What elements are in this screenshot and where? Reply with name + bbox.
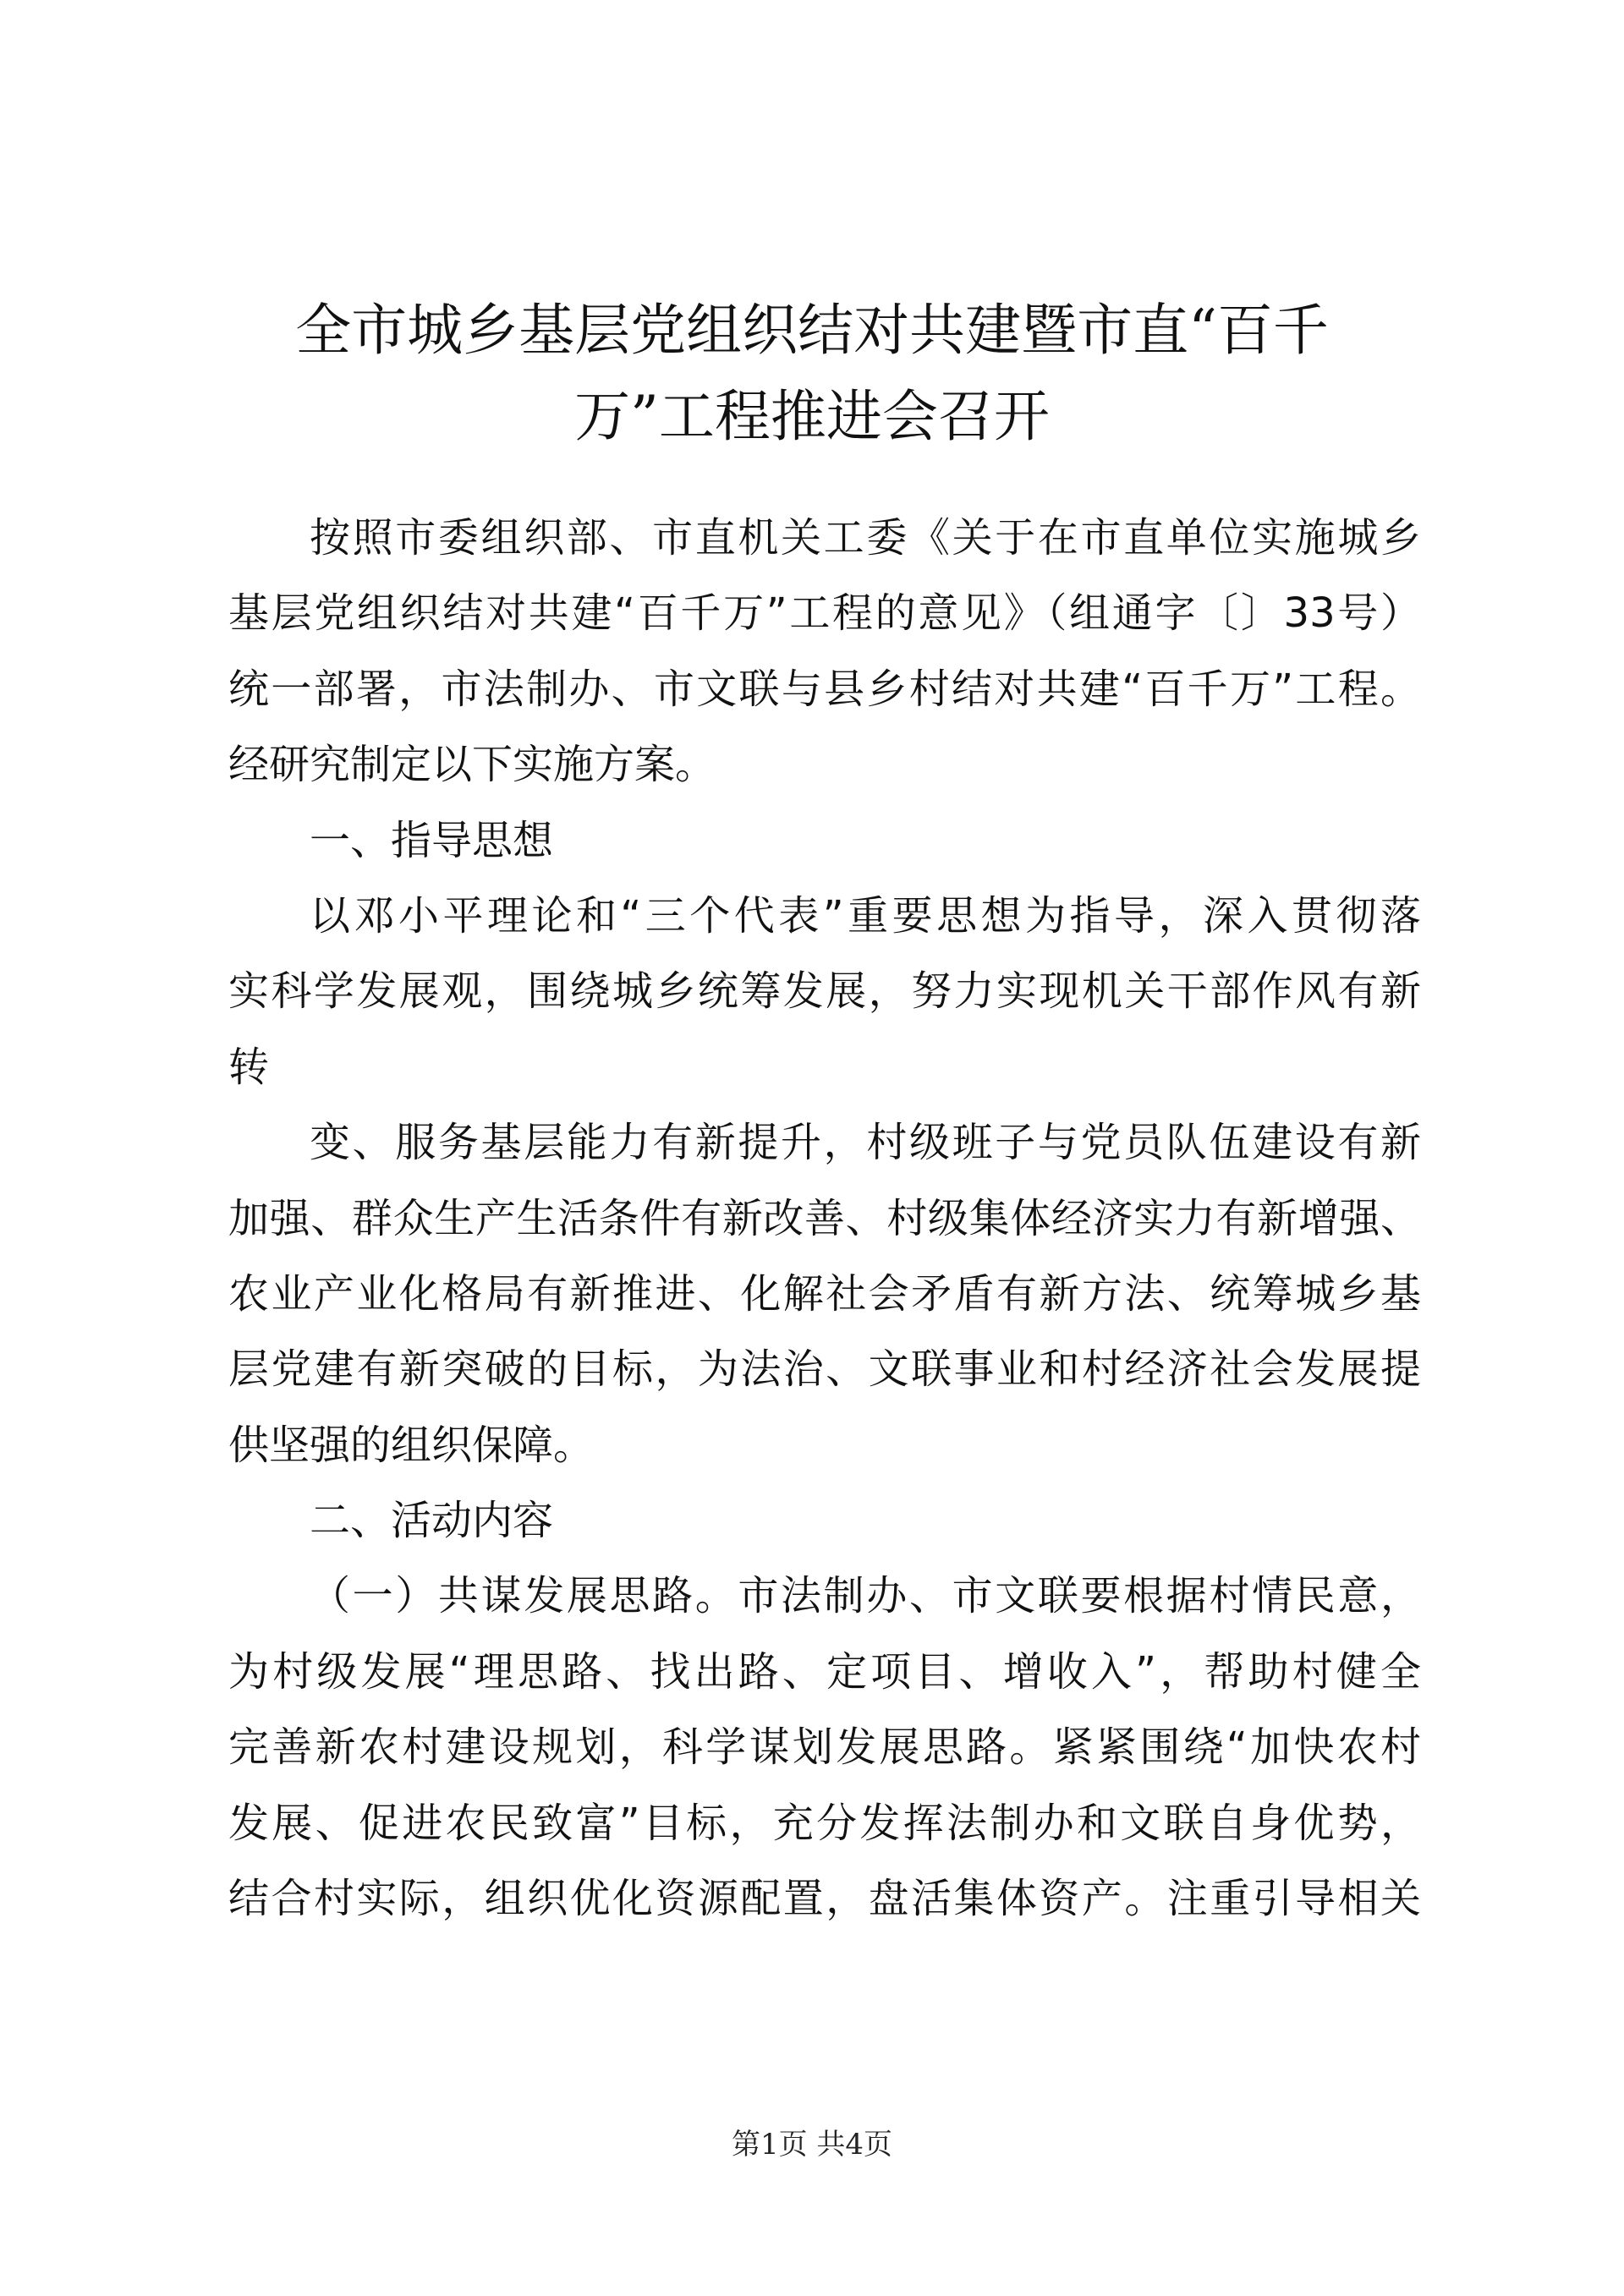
title-line-2: 万”工程推进会召开 bbox=[574, 384, 1050, 449]
body-line: 按照市委组织部、市直机关工委《关于在市直单位实施城乡 bbox=[310, 514, 1421, 562]
page-footer bbox=[0, 2121, 1624, 2162]
body-line: 以邓小平理论和“三个代表”重要思想为指导，深入贯彻落 bbox=[310, 891, 1421, 940]
body-line: 加强、群众生产生活条件有新改善、村级集体经济实力有新增强、 bbox=[228, 1194, 1421, 1242]
body-line: 为村级发展“理思路、找出路、定项目、增收入”，帮助村健全 bbox=[228, 1647, 1421, 1696]
body-line: 转 bbox=[228, 1043, 270, 1091]
document-title bbox=[228, 288, 1396, 460]
body-line: （一）共谋发展思路。市法制办、市文联要根据村情民意， bbox=[310, 1572, 1421, 1620]
body-line: 农业产业化格局有新推进、化解社会矛盾有新方法、统筹城乡基 bbox=[228, 1269, 1421, 1318]
section-heading: 一、指导思想 bbox=[310, 816, 554, 864]
body-line: 变、服务基层能力有新提升，村级班子与党员队伍建设有新 bbox=[310, 1119, 1421, 1167]
body-line: 完善新农村建设规划，科学谋划发展思路。紧紧围绕“加快农村 bbox=[228, 1723, 1421, 1772]
section-heading: 二、活动内容 bbox=[310, 1497, 554, 1545]
body-line: 发展、促进农民致富”目标，充分发挥法制办和文联自身优势， bbox=[228, 1799, 1421, 1847]
body-line: 统一部署，市法制办、市文联与县乡村结对共建“百千万”工程。 bbox=[228, 665, 1421, 713]
page-number: 第1页 共4页 bbox=[731, 2128, 893, 2162]
document-body bbox=[228, 501, 1421, 1937]
body-line: 供坚强的组织保障。 bbox=[228, 1421, 595, 1469]
body-line: 经研究制定以下实施方案。 bbox=[228, 741, 716, 789]
body-line: 结合村实际，组织优化资源配置，盘活集体资产。注重引导相关 bbox=[228, 1875, 1421, 1923]
body-line: 层党建有新突破的目标，为法治、文联事业和村经济社会发展提 bbox=[228, 1345, 1421, 1394]
title-line-1: 全市城乡基层党组织结对共建暨市直“百千 bbox=[295, 298, 1329, 363]
body-line: 基层党组织结对共建“百千万”工程的意见》（组通字〔〕33号） bbox=[228, 589, 1421, 638]
body-line: 实科学发展观，围绕城乡统筹发展，努力实现机关干部作风有新 bbox=[228, 967, 1421, 1016]
